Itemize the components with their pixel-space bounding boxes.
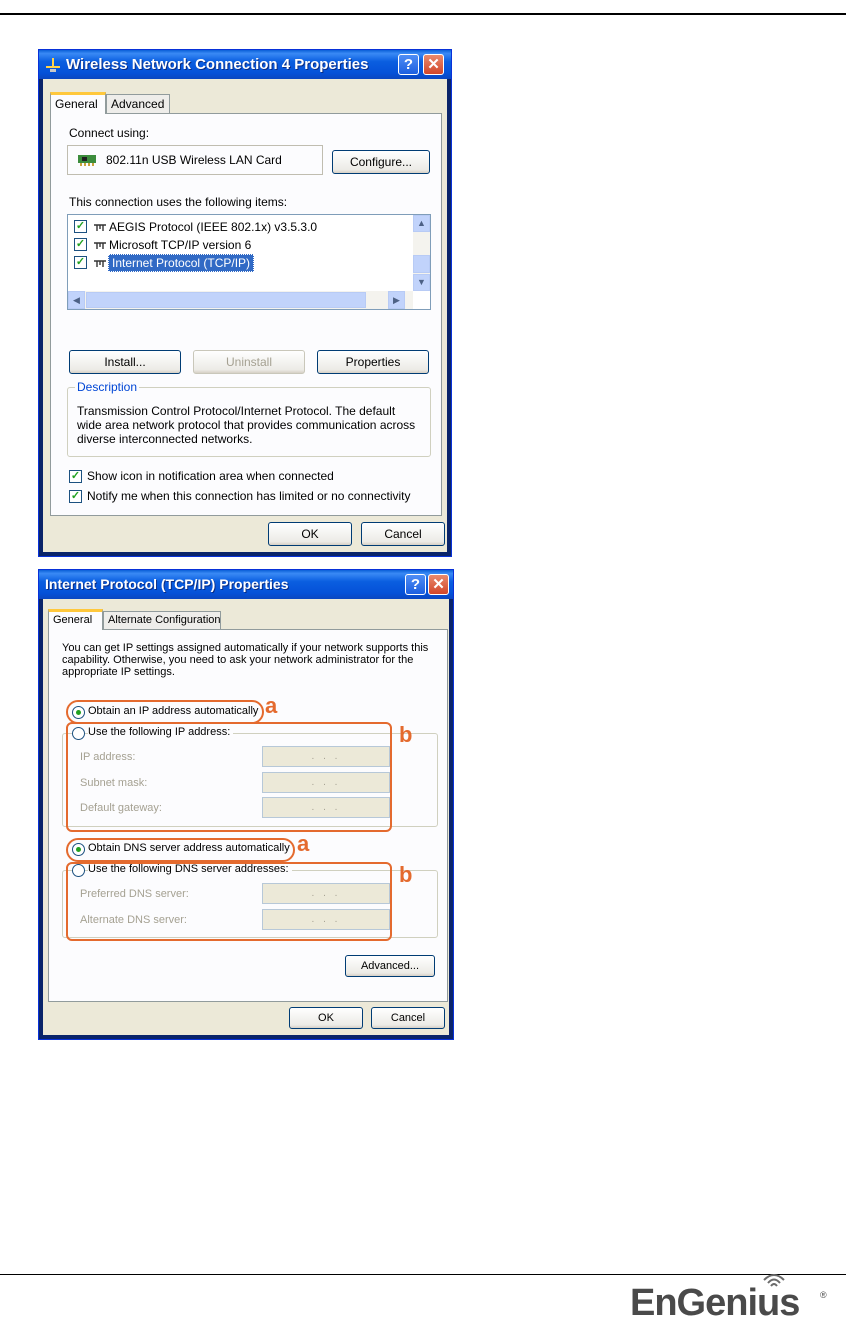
- list-item[interactable]: [68, 236, 413, 254]
- items-list[interactable]: [67, 214, 431, 310]
- scroll-down-icon[interactable]: ▼: [413, 274, 430, 291]
- default-gateway-label: Default gateway:: [80, 802, 162, 814]
- scroll-thumb-horizontal[interactable]: [86, 292, 366, 308]
- engenius-logo: [630, 1268, 830, 1324]
- use-following-dns-label: Use the following DNS server addresses:: [88, 863, 292, 875]
- annotation-label-a: a: [265, 693, 278, 718]
- list-item[interactable]: [68, 254, 413, 272]
- tab-general[interactable]: General: [50, 92, 106, 114]
- item-label: AEGIS Protocol (IEEE 802.1x) v3.5.3.0: [109, 220, 318, 234]
- annotation-box-obtain-dns: [66, 838, 295, 862]
- tab-general[interactable]: General: [48, 609, 103, 630]
- vertical-scrollbar[interactable]: [413, 215, 430, 291]
- network-card-icon: [78, 154, 96, 166]
- notify-label: Notify me when this connection has limited or no connectivity: [87, 489, 411, 503]
- advanced-button[interactable]: Advanced...: [345, 955, 435, 977]
- configure-button[interactable]: Configure...: [332, 150, 430, 174]
- ip-address-field[interactable]: . . .: [262, 746, 390, 767]
- description-legend: Description: [77, 380, 138, 394]
- adapter-name: 802.11n USB Wireless LAN Card: [106, 153, 282, 167]
- use-following-ip-label: Use the following IP address:: [88, 726, 233, 738]
- dialog-title: Wireless Network Connection 4 Properties: [66, 56, 369, 73]
- dialog-titlebar[interactable]: [39, 50, 451, 79]
- item-checkbox[interactable]: ✓: [75, 220, 86, 232]
- annotation-box-obtain-ip: [66, 700, 264, 724]
- preferred-dns-label: Preferred DNS server:: [80, 888, 189, 900]
- show-icon-label: Show icon in notification area when connected: [87, 469, 334, 483]
- ok-button[interactable]: OK: [268, 522, 352, 546]
- connect-using-label: Connect using:: [69, 126, 150, 140]
- cancel-button[interactable]: Cancel: [371, 1007, 445, 1029]
- help-button[interactable]: ?: [405, 574, 426, 595]
- annotation-label-b: b: [399, 722, 413, 747]
- intro-text: You can get IP settings assigned automatically if your network supports this capability. Otherwise, you need to ask your network administrator for the appropriate IP settings.: [62, 642, 429, 678]
- help-button[interactable]: ?: [398, 54, 419, 75]
- uninstall-button[interactable]: Uninstall: [193, 350, 305, 374]
- tab-advanced[interactable]: Advanced: [106, 94, 170, 114]
- item-label-selected: Internet Protocol (TCP/IP): [108, 254, 254, 272]
- items-label: This connection uses the following items:: [69, 195, 288, 209]
- annotation-box-static-ip: [66, 722, 392, 832]
- protocol-icon: [93, 241, 107, 251]
- obtain-dns-auto-label: Obtain DNS server address automatically: [88, 842, 290, 854]
- close-button[interactable]: ✕: [423, 54, 444, 75]
- alternate-dns-label: Alternate DNS server:: [80, 914, 187, 926]
- logo-text: EnGenius: [630, 1282, 800, 1324]
- obtain-ip-auto-label: Obtain an IP address automatically: [88, 705, 259, 717]
- scroll-thumb[interactable]: [413, 255, 430, 273]
- dialog-titlebar[interactable]: [39, 570, 453, 599]
- item-checkbox[interactable]: ✓: [75, 238, 86, 250]
- dialog-title: Internet Protocol (TCP/IP) Properties: [45, 576, 289, 592]
- horizontal-scrollbar[interactable]: [68, 291, 413, 309]
- scroll-left-icon[interactable]: ◀: [68, 291, 85, 309]
- show-icon-checkbox[interactable]: ✓: [70, 470, 81, 482]
- notify-checkbox[interactable]: ✓: [70, 490, 81, 502]
- item-label: Microsoft TCP/IP version 6: [109, 238, 252, 252]
- alternate-dns-field[interactable]: . . .: [262, 909, 390, 930]
- scroll-right-icon[interactable]: ▶: [388, 291, 405, 309]
- properties-button[interactable]: Properties: [317, 350, 429, 374]
- ip-address-label: IP address:: [80, 751, 136, 763]
- close-button[interactable]: ✕: [428, 574, 449, 595]
- tab-alternate-configuration[interactable]: Alternate Configuration: [103, 611, 221, 630]
- protocol-icon: [93, 223, 107, 233]
- description-text: Transmission Control Protocol/Internet Protocol. The default wide area network protocol that provides communication across diverse interconnected networks.: [77, 404, 416, 446]
- general-panel: [50, 113, 442, 516]
- cancel-button[interactable]: Cancel: [361, 522, 445, 546]
- annotation-label-b: b: [399, 862, 413, 887]
- network-connection-icon: [45, 57, 61, 73]
- wireless-properties-dialog: [38, 49, 452, 557]
- subnet-mask-field[interactable]: . . .: [262, 772, 390, 793]
- registered-mark: ®: [820, 1290, 827, 1300]
- header-rule: [0, 13, 846, 15]
- item-checkbox[interactable]: ✓: [75, 256, 86, 268]
- preferred-dns-field[interactable]: . . .: [262, 883, 390, 904]
- annotation-box-static-dns: [66, 862, 392, 941]
- install-button[interactable]: Install...: [69, 350, 181, 374]
- ok-button[interactable]: OK: [289, 1007, 363, 1029]
- list-item[interactable]: [68, 218, 413, 236]
- default-gateway-field[interactable]: . . .: [262, 797, 390, 818]
- adapter-box: [67, 145, 323, 175]
- protocol-icon: [93, 259, 107, 269]
- subnet-mask-label: Subnet mask:: [80, 777, 148, 789]
- dialog-client: [43, 79, 447, 552]
- scroll-up-icon[interactable]: ▲: [413, 215, 430, 232]
- annotation-label-a: a: [297, 831, 310, 856]
